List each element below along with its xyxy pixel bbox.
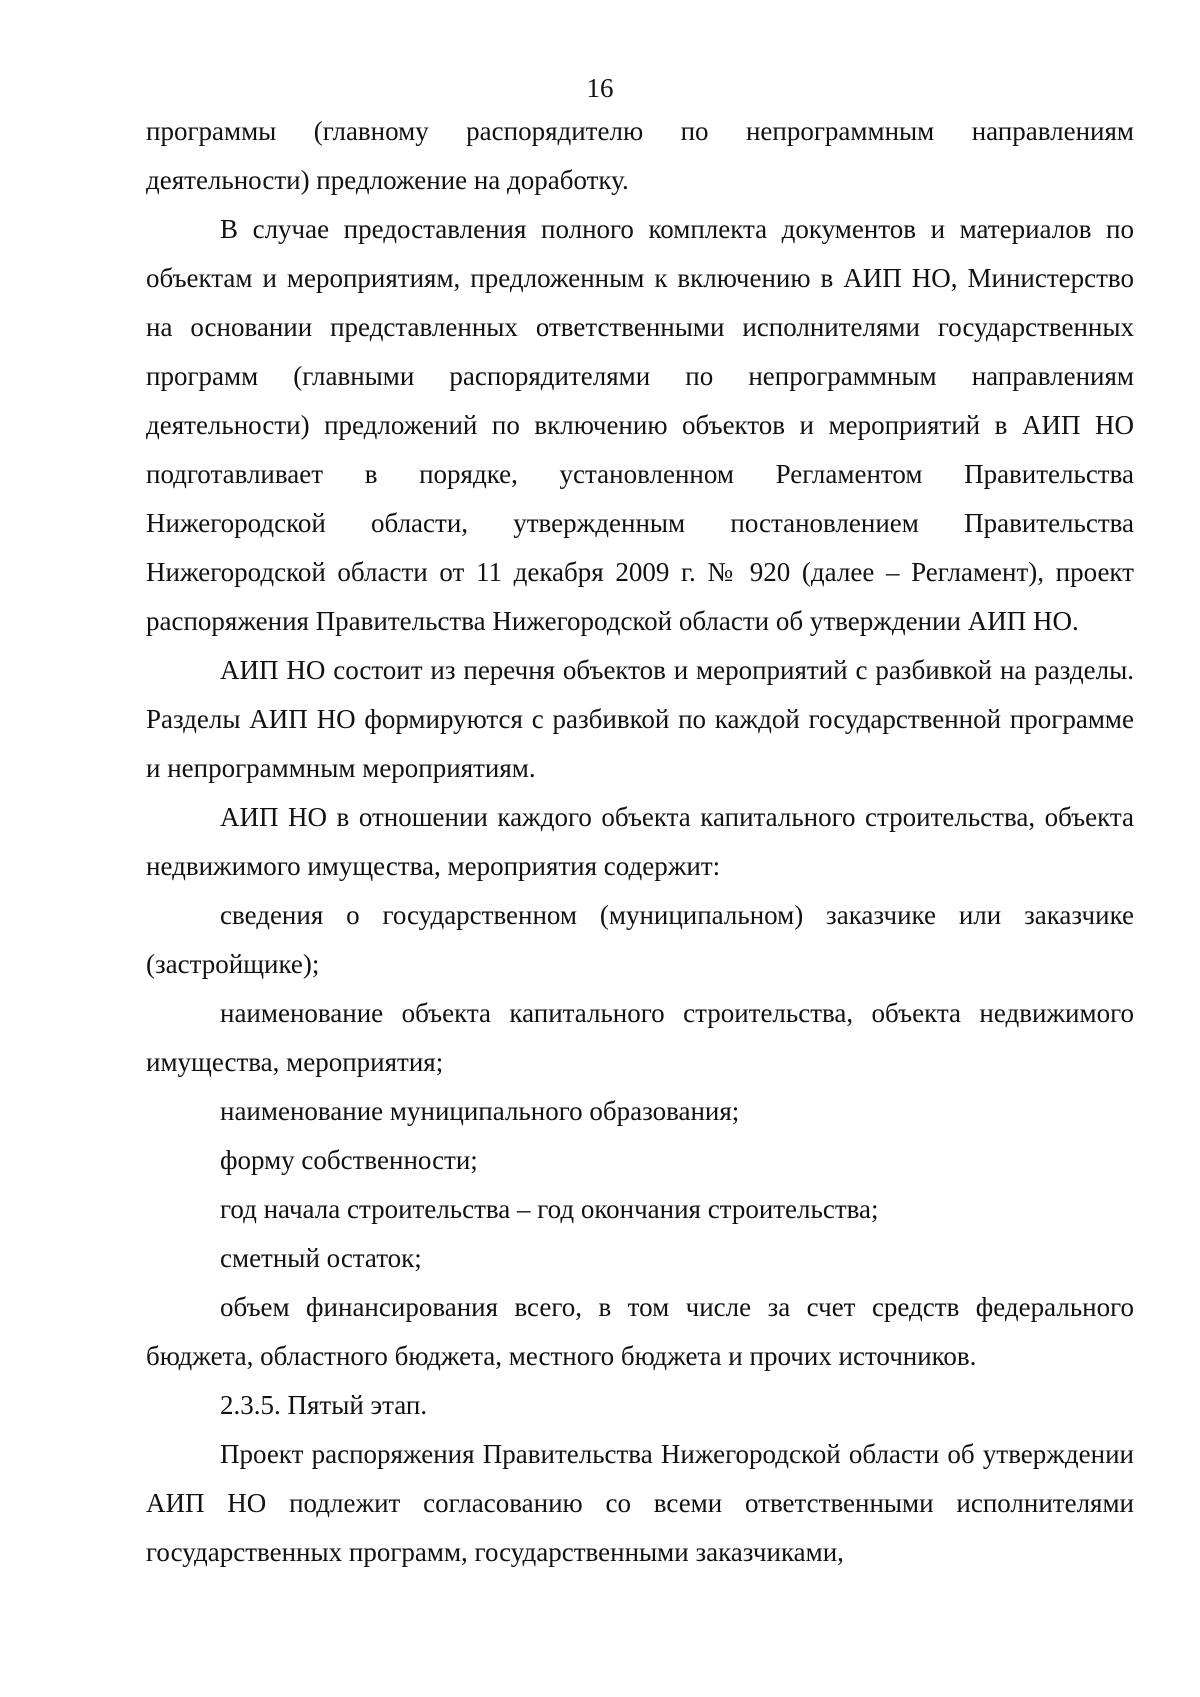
paragraph-approval-agreement: Проект распоряжения Правительства Нижегородской области об утверждении АИП НО подлежит согласованию со всеми ответственными исполнителями государственных программ, государственными заказчиками, bbox=[146, 1439, 1134, 1567]
list-item-estimate-balance: сметный остаток; bbox=[220, 1243, 422, 1273]
paragraph-continuation: программы (главному распорядителю по непрограммным направлениям деятельности) предложение на доработку. bbox=[146, 116, 1134, 195]
list-item-ownership: форму собственности; bbox=[220, 1145, 478, 1175]
list-item-funding-volume: объем финансирования всего, в том числе за счет средств федерального бюджета, областного бюджета, местного бюджета и прочих источников. bbox=[146, 1292, 1134, 1371]
list-item-customer-info: сведения о государственном (муниципальном) заказчике или заказчике (застройщике); bbox=[146, 900, 1134, 979]
paragraph-aip-contents-intro: АИП НО в отношении каждого объекта капитального строительства, объекта недвижимого имущества, мероприятия содержит: bbox=[146, 802, 1134, 881]
paragraph-aip-structure: АИП НО состоит из перечня объектов и мероприятий с разбивкой на разделы. Разделы АИП НО формируются с разбивкой по каждой государственной программе и непрограммным мероприятиям. bbox=[146, 655, 1134, 783]
list-item-construction-years: год начала строительства – год окончания строительства; bbox=[220, 1194, 879, 1224]
list-item-municipality: наименование муниципального образования; bbox=[220, 1096, 740, 1126]
paragraph-submission-complete: В случае предоставления полного комплекта документов и материалов по объектам и мероприятиям, предложенным к включению в АИП НО, Министерство на основании представленных ответственными исполнителями государственных программ (главными распорядителями по непрограммным направлениям деятельности) предложений по включению объектов и мероприятий в АИП НО подготавливает в порядке, установленном Регламентом Правительства Нижегородской области, утвержденным постановлением Правительства Нижегородской области от 11 декабря 2009 г. № 920 (далее – Регламент), проект распоряжения Правительства Нижегородской области об утверждении АИП НО. bbox=[146, 214, 1134, 636]
list-item-object-name: наименование объекта капитального строительства, объекта недвижимого имущества, мероприятия; bbox=[146, 998, 1134, 1077]
section-heading-fifth-stage: 2.3.5. Пятый этап. bbox=[220, 1390, 428, 1420]
page-number: 16 bbox=[586, 73, 614, 103]
document-body bbox=[146, 107, 1134, 1577]
